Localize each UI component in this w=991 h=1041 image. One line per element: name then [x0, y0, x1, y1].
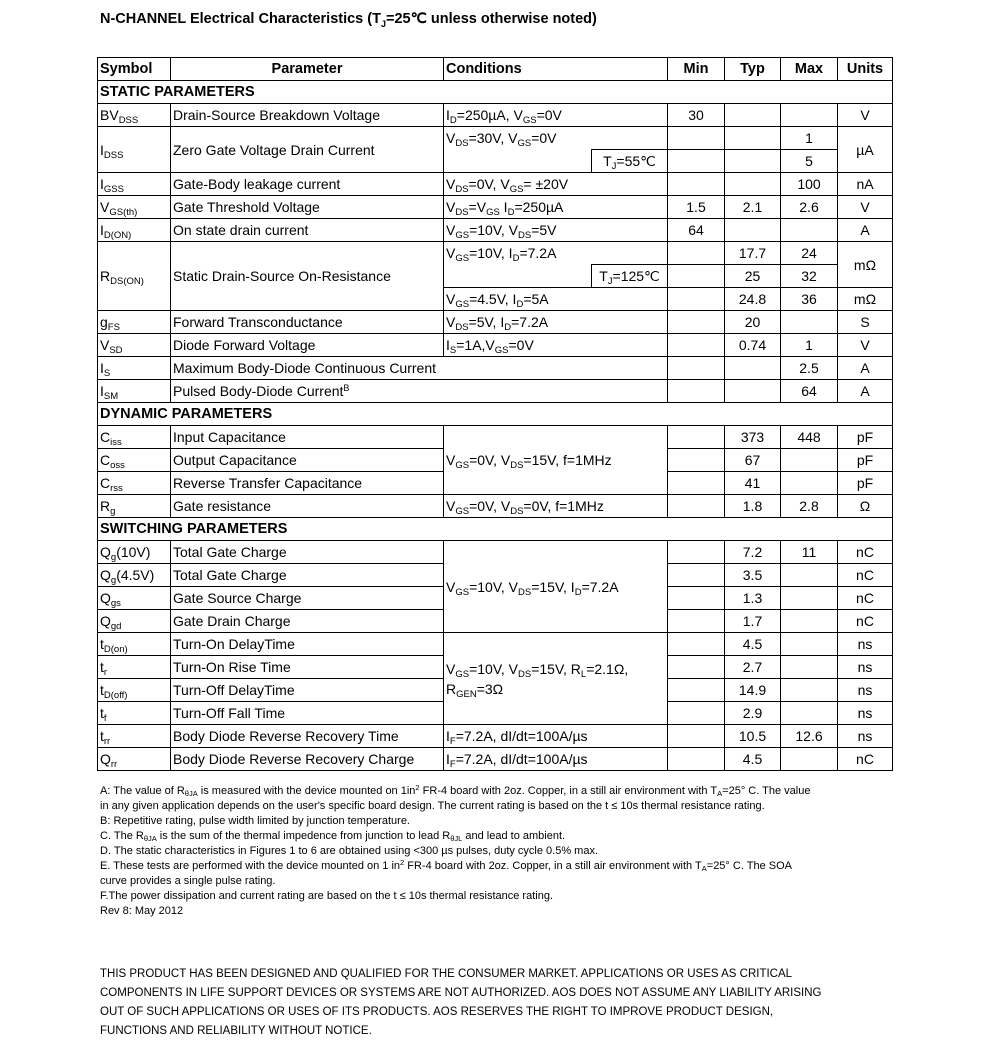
min-cell	[668, 679, 725, 702]
parameter-cell: Total Gate Charge	[171, 564, 444, 587]
conditions-cell: $V_{GS}=10V$, $V_{DS}=15V$, $I_D=7.2A$	[444, 541, 668, 633]
units-cell: A	[838, 380, 893, 403]
min-cell	[668, 426, 725, 449]
min-cell	[668, 311, 725, 334]
typ-cell: 14.9	[725, 679, 781, 702]
units-cell: V	[838, 334, 893, 357]
table-row	[98, 242, 893, 265]
units-cell: ns	[838, 702, 893, 725]
header-units: Units	[838, 58, 893, 81]
symbol-cell: $I_{GSS}$	[98, 173, 171, 196]
units-cell: A	[838, 357, 893, 380]
header-typ: Typ	[725, 58, 781, 81]
conditions-cell: $V_{DS}=V_{GS}$ $I_D=250\mu A$	[444, 196, 668, 219]
min-cell	[668, 472, 725, 495]
units-cell: V	[838, 196, 893, 219]
table-row	[98, 196, 893, 219]
symbol-cell: $Q_{rr}$	[98, 748, 171, 771]
symbol-cell: $I_{D(ON)}$	[98, 219, 171, 242]
typ-cell: 1.8	[725, 495, 781, 518]
typ-cell: 17.7	[725, 242, 781, 265]
conditions-cell: $I_F=7.2A$, dI/dt=100A/µs	[444, 748, 668, 771]
min-cell	[668, 748, 725, 771]
units-cell: ns	[838, 656, 893, 679]
section-row	[98, 81, 893, 104]
max-cell	[781, 610, 838, 633]
parameter-cell: Turn-On Rise Time	[171, 656, 444, 679]
typ-cell: 20	[725, 311, 781, 334]
typ-cell: 1.7	[725, 610, 781, 633]
header-min: Min	[668, 58, 725, 81]
min-cell	[668, 173, 725, 196]
parameter-cell: Gate Threshold Voltage	[171, 196, 444, 219]
symbol-cell: $Q_{gd}$	[98, 610, 171, 633]
typ-cell	[725, 219, 781, 242]
typ-cell: 0.74	[725, 334, 781, 357]
min-cell	[668, 449, 725, 472]
electrical-characteristics-table	[97, 57, 893, 771]
typ-cell: 4.5	[725, 748, 781, 771]
units-cell: pF	[838, 472, 893, 495]
table-row	[98, 541, 893, 564]
min-cell	[668, 288, 725, 311]
typ-cell: 2.7	[725, 656, 781, 679]
max-cell	[781, 449, 838, 472]
typ-cell: 7.2	[725, 541, 781, 564]
table-row	[98, 633, 893, 656]
max-cell: 1	[781, 127, 838, 150]
header-symbol: Symbol	[98, 58, 171, 81]
max-cell	[781, 702, 838, 725]
max-cell	[781, 219, 838, 242]
table-row	[98, 334, 893, 357]
parameter-cell: Diode Forward Voltage	[171, 334, 444, 357]
symbol-cell: $C_{rss}$	[98, 472, 171, 495]
typ-cell	[725, 127, 781, 150]
typ-cell: 373	[725, 426, 781, 449]
units-cell: S	[838, 311, 893, 334]
header-parameter: Parameter	[171, 58, 444, 81]
table-row	[98, 748, 893, 771]
symbol-cell: $g_{FS}$	[98, 311, 171, 334]
note-e: E. These tests are performed with the device mounted on 1 $in^2$ FR-4 board with 2oz. Copper, in a still air environment with $T_A=25^\circ$ C. The SOA	[100, 858, 792, 873]
min-cell	[668, 702, 725, 725]
typ-cell: 24.8	[725, 288, 781, 311]
header-max: Max	[781, 58, 838, 81]
min-cell	[668, 265, 725, 288]
units-cell: ns	[838, 679, 893, 702]
parameter-cell: Gate-Body leakage current	[171, 173, 444, 196]
header-conditions: Conditions	[444, 58, 668, 81]
conditions-cell: $V_{GS}=10V$, $V_{DS}=15V$, $R_L=2.1\Omega$, $R_{GEN}=3\Omega$	[444, 633, 668, 725]
table-row	[98, 127, 893, 150]
typ-cell: 67	[725, 449, 781, 472]
disclaimer-line: OUT OF SUCH APPLICATIONS OR USES OF ITS PRODUCTS. AOS RESERVES THE RIGHT TO IMPROVE PRODUCT DESIGN,	[100, 1006, 774, 1018]
parameter-cell: Static Drain-Source On-Resistance	[171, 242, 444, 311]
table-row	[98, 495, 893, 518]
section-static: STATIC PARAMETERS	[98, 81, 893, 104]
units-cell: pF	[838, 426, 893, 449]
symbol-cell: $BV_{DSS}$	[98, 104, 171, 127]
max-cell: 1	[781, 334, 838, 357]
note-e-continued: curve provides a single pulse rating.	[100, 875, 276, 887]
conditions-cell: $V_{DS}=30V$, $V_{GS}=0V$	[444, 127, 668, 150]
symbol-cell: $Q_g(10V)$	[98, 541, 171, 564]
symbol-cell: $C_{oss}$	[98, 449, 171, 472]
table-row	[98, 725, 893, 748]
max-cell: 24	[781, 242, 838, 265]
conditions-cell: $V_{DS}=5V$, $I_D=7.2A$	[444, 311, 668, 334]
conditions-cell: $I_S=1A,V_{GS}=0V$	[444, 334, 668, 357]
symbol-cell: $t_{D(off)}$	[98, 679, 171, 702]
parameter-cell: Pulsed Body-Diode Current$^B$	[171, 380, 668, 403]
typ-cell: 4.5	[725, 633, 781, 656]
symbol-cell: $V_{GS(th)}$	[98, 196, 171, 219]
max-cell	[781, 104, 838, 127]
parameter-cell: Turn-Off DelayTime	[171, 679, 444, 702]
conditions-cell: $V_{GS}=10V$, $V_{DS}=5V$	[444, 219, 668, 242]
min-cell	[668, 127, 725, 150]
table-row	[98, 219, 893, 242]
conditions-cell: $V_{GS}=10V$, $I_D=7.2A$	[444, 242, 668, 265]
units-cell: µA	[838, 127, 893, 173]
max-cell: 12.6	[781, 725, 838, 748]
min-cell	[668, 564, 725, 587]
max-cell: 2.5	[781, 357, 838, 380]
table-row	[98, 311, 893, 334]
max-cell: 5	[781, 150, 838, 173]
min-cell	[668, 380, 725, 403]
max-cell	[781, 656, 838, 679]
section-row	[98, 518, 893, 541]
min-cell	[668, 495, 725, 518]
note-a: A: The value of $R_{\theta JA}$ is measured with the device mounted on $1in^2$ FR-4 board with 2oz. Copper, in a still air environment with $T_A=25^\circ$ C. The value	[100, 783, 811, 798]
symbol-cell: $V_{SD}$	[98, 334, 171, 357]
typ-cell: 1.3	[725, 587, 781, 610]
revision: Rev 8: May 2012	[100, 905, 184, 917]
max-cell	[781, 633, 838, 656]
table-row	[98, 380, 893, 403]
table-header-row	[98, 58, 893, 81]
units-cell: Ω	[838, 495, 893, 518]
conditions-blank	[444, 150, 592, 173]
min-cell: 1.5	[668, 196, 725, 219]
conditions-cell: $I_F=7.2A$, dI/dt=100A/µs	[444, 725, 668, 748]
units-cell: nA	[838, 173, 893, 196]
symbol-cell: $R_g$	[98, 495, 171, 518]
max-cell: 2.8	[781, 495, 838, 518]
note-a-continued: in any given application depends on the user's specific board design. The current rating is based on the t ≤ 10s thermal resistance rating.	[100, 800, 765, 812]
min-cell	[668, 357, 725, 380]
min-cell	[668, 541, 725, 564]
typ-cell: 10.5	[725, 725, 781, 748]
units-cell: A	[838, 219, 893, 242]
section-dynamic: DYNAMIC PARAMETERS	[98, 403, 893, 426]
typ-cell	[725, 173, 781, 196]
max-cell: 448	[781, 426, 838, 449]
symbol-cell: $t_{D(on)}$	[98, 633, 171, 656]
symbol-cell: $t_{rr}$	[98, 725, 171, 748]
max-cell	[781, 587, 838, 610]
max-cell: 100	[781, 173, 838, 196]
conditions-blank	[444, 265, 592, 288]
parameter-cell: Gate Source Charge	[171, 587, 444, 610]
units-cell: nC	[838, 541, 893, 564]
parameter-cell: Total Gate Charge	[171, 541, 444, 564]
min-cell	[668, 242, 725, 265]
disclaimer-line: THIS PRODUCT HAS BEEN DESIGNED AND QUALIFIED FOR THE CONSUMER MARKET. APPLICATIONS OR USES AS CRITICAL	[100, 968, 793, 980]
disclaimer-line: FUNCTIONS AND RELIABILITY WITHOUT NOTICE.	[100, 1025, 372, 1037]
typ-cell: 3.5	[725, 564, 781, 587]
units-cell: ns	[838, 633, 893, 656]
units-cell: V	[838, 104, 893, 127]
tj-condition-cell: $T_J=55℃$	[592, 150, 668, 173]
min-cell	[668, 610, 725, 633]
min-cell	[668, 633, 725, 656]
footnotes	[100, 784, 890, 919]
symbol-cell: $I_{SM}$	[98, 380, 171, 403]
symbol-cell: $I_{DSS}$	[98, 127, 171, 173]
min-cell: 64	[668, 219, 725, 242]
max-cell	[781, 564, 838, 587]
units-cell: mΩ	[838, 288, 893, 311]
min-cell	[668, 150, 725, 173]
min-cell	[668, 725, 725, 748]
symbol-cell: $I_S$	[98, 357, 171, 380]
typ-cell: 2.9	[725, 702, 781, 725]
note-b: B: Repetitive rating, pulse width limited by junction temperature.	[100, 815, 410, 827]
units-cell: nC	[838, 748, 893, 771]
max-cell	[781, 311, 838, 334]
tj-condition-cell: $T_J=125℃$	[592, 265, 668, 288]
page-title: N-CHANNEL Electrical Characteristics ($T_J=25℃$ unless otherwise noted)	[100, 11, 597, 29]
typ-cell	[725, 104, 781, 127]
max-cell: 11	[781, 541, 838, 564]
min-cell	[668, 656, 725, 679]
parameter-cell: Gate resistance	[171, 495, 444, 518]
typ-cell: 2.1	[725, 196, 781, 219]
parameter-cell: Reverse Transfer Capacitance	[171, 472, 444, 495]
symbol-cell: $t_f$	[98, 702, 171, 725]
parameter-cell: Body Diode Reverse Recovery Charge	[171, 748, 444, 771]
symbol-cell: $R_{DS(ON)}$	[98, 242, 171, 311]
typ-cell	[725, 380, 781, 403]
conditions-cell: $V_{GS}=4.5V$, $I_D=5A$	[444, 288, 668, 311]
max-cell: 2.6	[781, 196, 838, 219]
units-cell: nC	[838, 610, 893, 633]
parameter-cell: Body Diode Reverse Recovery Time	[171, 725, 444, 748]
symbol-cell: $Q_g(4.5V)$	[98, 564, 171, 587]
max-cell: 32	[781, 265, 838, 288]
units-cell: nC	[838, 564, 893, 587]
note-d: D. The static characteristics in Figures 1 to 6 are obtained using <300 µs pulses, duty cycle 0.5% max.	[100, 845, 599, 857]
parameter-cell: Forward Transconductance	[171, 311, 444, 334]
parameter-cell: Drain-Source Breakdown Voltage	[171, 104, 444, 127]
note-f: F.The power dissipation and current rating are based on the t ≤ 10s thermal resistance rating.	[100, 890, 554, 902]
disclaimer-line: COMPONENTS IN LIFE SUPPORT DEVICES OR SYSTEMS ARE NOT AUTHORIZED. AOS DOES NOT ASSUME ANY LIABILITY ARISING	[100, 987, 822, 999]
table-row	[98, 426, 893, 449]
table-row	[98, 173, 893, 196]
table-row	[98, 104, 893, 127]
units-cell: pF	[838, 449, 893, 472]
parameter-cell: Input Capacitance	[171, 426, 444, 449]
units-cell: mΩ	[838, 242, 893, 288]
max-cell	[781, 748, 838, 771]
max-cell	[781, 679, 838, 702]
section-row	[98, 403, 893, 426]
symbol-cell: $C_{iss}$	[98, 426, 171, 449]
conditions-cell: $V_{GS}=0V$, $V_{DS}=15V$, f=1MHz	[444, 426, 668, 495]
table-row	[98, 357, 893, 380]
parameter-cell: Maximum Body-Diode Continuous Current	[171, 357, 668, 380]
symbol-cell: $t_r$	[98, 656, 171, 679]
parameter-cell: Output Capacitance	[171, 449, 444, 472]
conditions-cell: $I_D=250\mu A$, $V_{GS}=0V$	[444, 104, 668, 127]
max-cell: 64	[781, 380, 838, 403]
parameter-cell: Turn-Off Fall Time	[171, 702, 444, 725]
max-cell: 36	[781, 288, 838, 311]
units-cell: ns	[838, 725, 893, 748]
typ-cell	[725, 150, 781, 173]
typ-cell: 41	[725, 472, 781, 495]
conditions-cell: $V_{DS}=0V$, $V_{GS}= \pm 20V$	[444, 173, 668, 196]
section-switching: SWITCHING PARAMETERS	[98, 518, 893, 541]
parameter-cell: On state drain current	[171, 219, 444, 242]
parameter-cell: Turn-On DelayTime	[171, 633, 444, 656]
note-c: C. The $R_{\theta JA}$ is the sum of the thermal impedence from junction to lead $R_{\theta JL}$ and lead to ambient.	[100, 830, 566, 843]
max-cell	[781, 472, 838, 495]
typ-cell	[725, 357, 781, 380]
parameter-cell: Gate Drain Charge	[171, 610, 444, 633]
min-cell	[668, 334, 725, 357]
conditions-cell: $V_{GS}=0V$, $V_{DS}=0V$, f=1MHz	[444, 495, 668, 518]
min-cell: 30	[668, 104, 725, 127]
disclaimer	[100, 965, 900, 1041]
typ-cell: 25	[725, 265, 781, 288]
units-cell: nC	[838, 587, 893, 610]
parameter-cell: Zero Gate Voltage Drain Current	[171, 127, 444, 173]
min-cell	[668, 587, 725, 610]
symbol-cell: $Q_{gs}$	[98, 587, 171, 610]
